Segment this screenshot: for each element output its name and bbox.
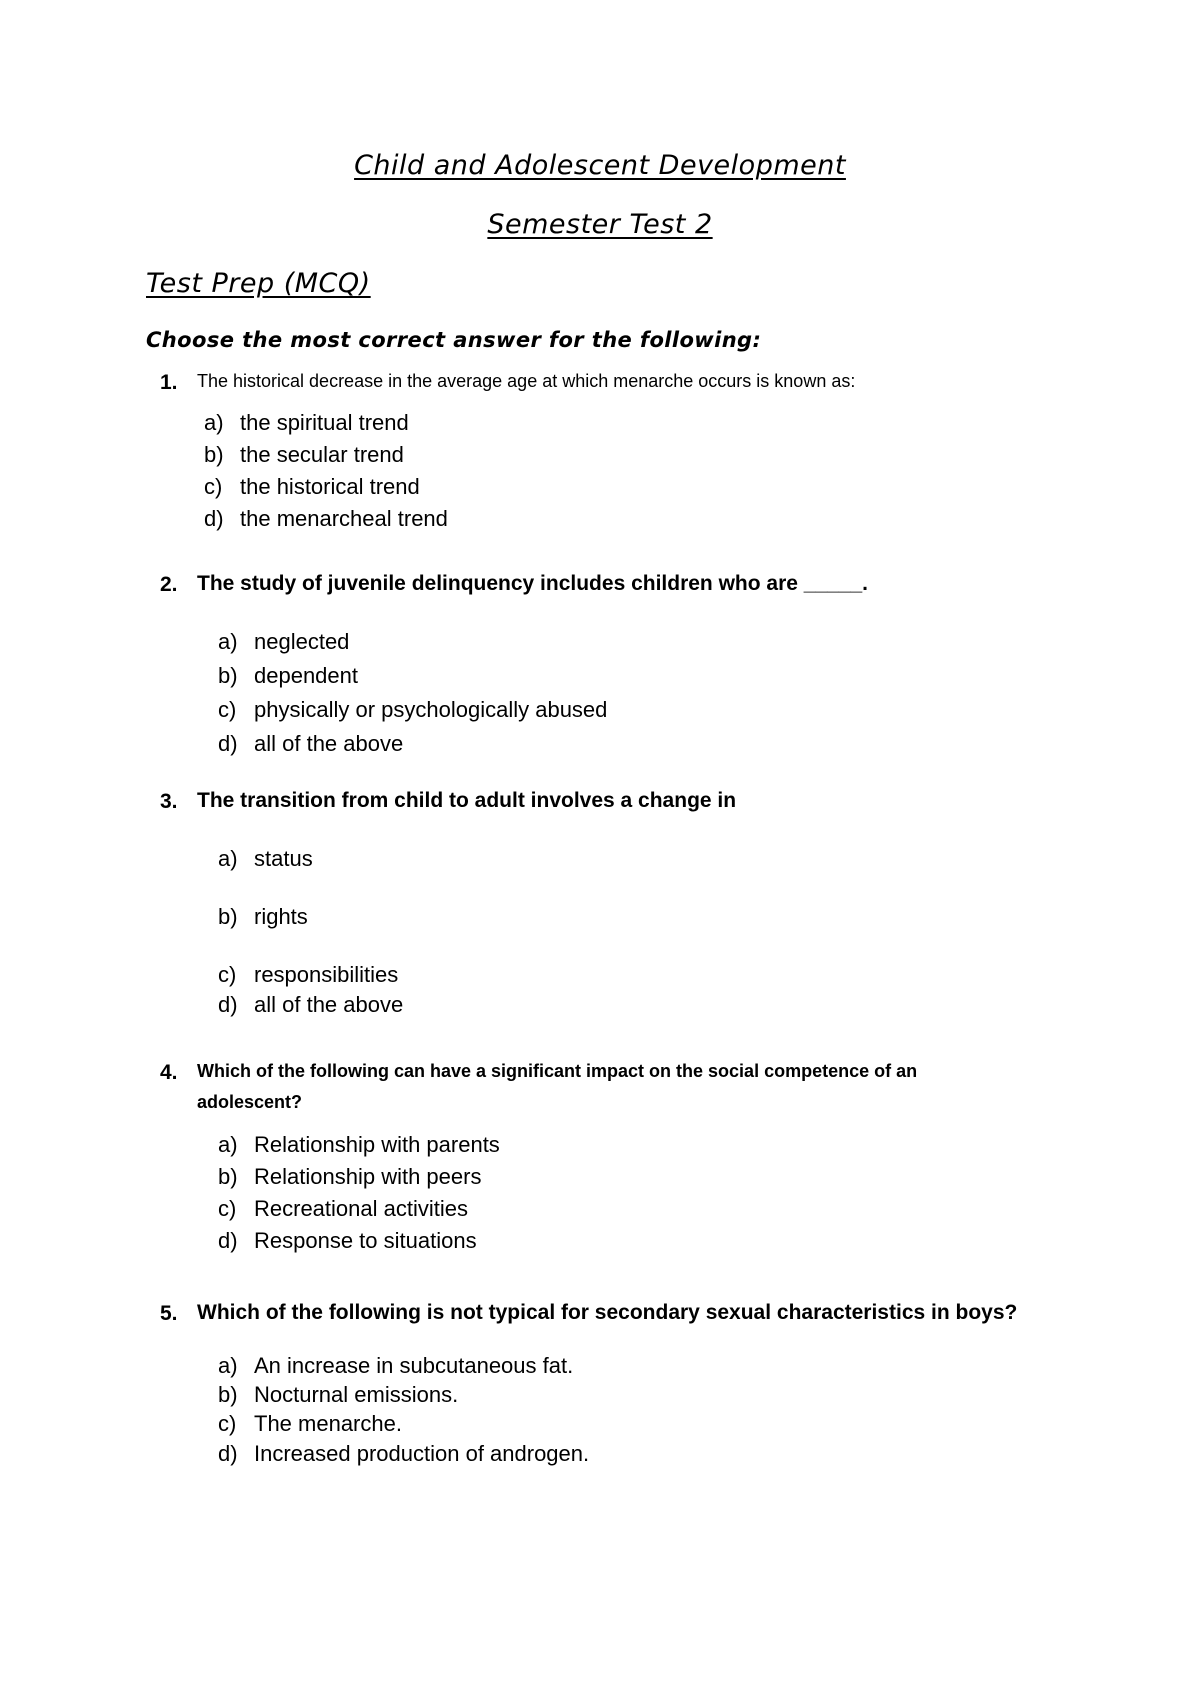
- option-letter: b): [218, 1164, 238, 1189]
- answer-option-b[interactable]: [218, 663, 358, 689]
- option-text: Nocturnal emissions.: [254, 1382, 459, 1407]
- answer-option-a[interactable]: [218, 629, 349, 655]
- option-text: rights: [254, 904, 308, 929]
- question-number: 5.: [160, 1302, 178, 1325]
- question-text: The study of juvenile delinquency includes children who are _____.: [197, 572, 869, 595]
- answer-option-c[interactable]: [204, 474, 420, 500]
- answer-option-d[interactable]: [218, 992, 403, 1018]
- answer-option-c[interactable]: [218, 1196, 468, 1222]
- option-text: An increase in subcutaneous fat.: [254, 1353, 574, 1378]
- answer-option-d[interactable]: [218, 1441, 589, 1467]
- option-letter: d): [218, 1228, 238, 1253]
- answer-option-d[interactable]: [204, 506, 448, 532]
- answer-option-b[interactable]: [218, 904, 308, 930]
- question-text: The historical decrease in the average age at which menarche occurs is known as:: [197, 371, 856, 391]
- option-letter: c): [218, 1411, 237, 1436]
- document-title: Child and Adolescent Development: [354, 150, 846, 181]
- option-text: the secular trend: [240, 442, 404, 467]
- question-text: Which of the following can have a significant impact on the social competence of an adolescent?: [197, 1061, 918, 1112]
- option-letter: a): [218, 629, 238, 654]
- option-text: Relationship with peers: [254, 1164, 482, 1189]
- option-letter: c): [218, 697, 237, 722]
- option-letter: c): [218, 1196, 237, 1221]
- answer-option-a[interactable]: [204, 410, 409, 436]
- option-letter: c): [204, 474, 223, 499]
- answer-option-c[interactable]: [218, 697, 607, 723]
- option-letter: d): [218, 992, 238, 1017]
- answer-option-c[interactable]: [218, 1411, 402, 1437]
- answer-option-c[interactable]: [218, 962, 398, 988]
- option-letter: b): [218, 663, 238, 688]
- answer-option-a[interactable]: [218, 846, 313, 872]
- option-text: neglected: [254, 629, 350, 654]
- answer-option-b[interactable]: [204, 442, 404, 468]
- question-number: 3.: [160, 790, 178, 813]
- question-number: 4.: [160, 1061, 178, 1084]
- option-text: Response to situations: [254, 1228, 477, 1253]
- document-subtitle: Semester Test 2: [487, 209, 713, 240]
- answer-option-d[interactable]: [218, 731, 403, 757]
- instructions: Choose the most correct answer for the following:: [146, 328, 762, 352]
- option-letter: c): [218, 962, 237, 987]
- option-text: Increased production of androgen.: [254, 1441, 590, 1466]
- answer-option-b[interactable]: [218, 1382, 458, 1408]
- option-text: responsibilities: [254, 962, 399, 987]
- option-letter: a): [218, 1353, 238, 1378]
- option-letter: b): [204, 442, 224, 467]
- option-text: the menarcheal trend: [240, 506, 448, 531]
- option-letter: a): [218, 1132, 238, 1157]
- option-letter: d): [218, 1441, 238, 1466]
- option-letter: b): [218, 904, 238, 929]
- option-text: all of the above: [254, 992, 404, 1017]
- option-text: The menarche.: [254, 1411, 402, 1436]
- answer-option-d[interactable]: [218, 1228, 477, 1254]
- answer-option-b[interactable]: [218, 1164, 481, 1190]
- option-text: all of the above: [254, 731, 404, 756]
- option-letter: d): [218, 731, 238, 756]
- option-text: the spiritual trend: [240, 410, 409, 435]
- option-letter: a): [204, 410, 224, 435]
- question-number: 2.: [160, 573, 178, 596]
- option-text: dependent: [254, 663, 358, 688]
- answer-option-a[interactable]: [218, 1353, 573, 1379]
- option-letter: a): [218, 846, 238, 871]
- section-heading: Test Prep (MCQ): [146, 268, 371, 299]
- option-letter: d): [204, 506, 224, 531]
- option-text: the historical trend: [240, 474, 420, 499]
- option-text: Recreational activities: [254, 1196, 468, 1221]
- option-text: status: [254, 846, 313, 871]
- option-text: Relationship with parents: [254, 1132, 500, 1157]
- option-text: physically or psychologically abused: [254, 697, 608, 722]
- question-text: The transition from child to adult involves a change in: [197, 789, 737, 812]
- question-text: Which of the following is not typical for secondary sexual characteristics in boys?: [197, 1301, 1018, 1324]
- question-number: 1.: [160, 371, 178, 394]
- option-letter: b): [218, 1382, 238, 1407]
- answer-option-a[interactable]: [218, 1132, 500, 1158]
